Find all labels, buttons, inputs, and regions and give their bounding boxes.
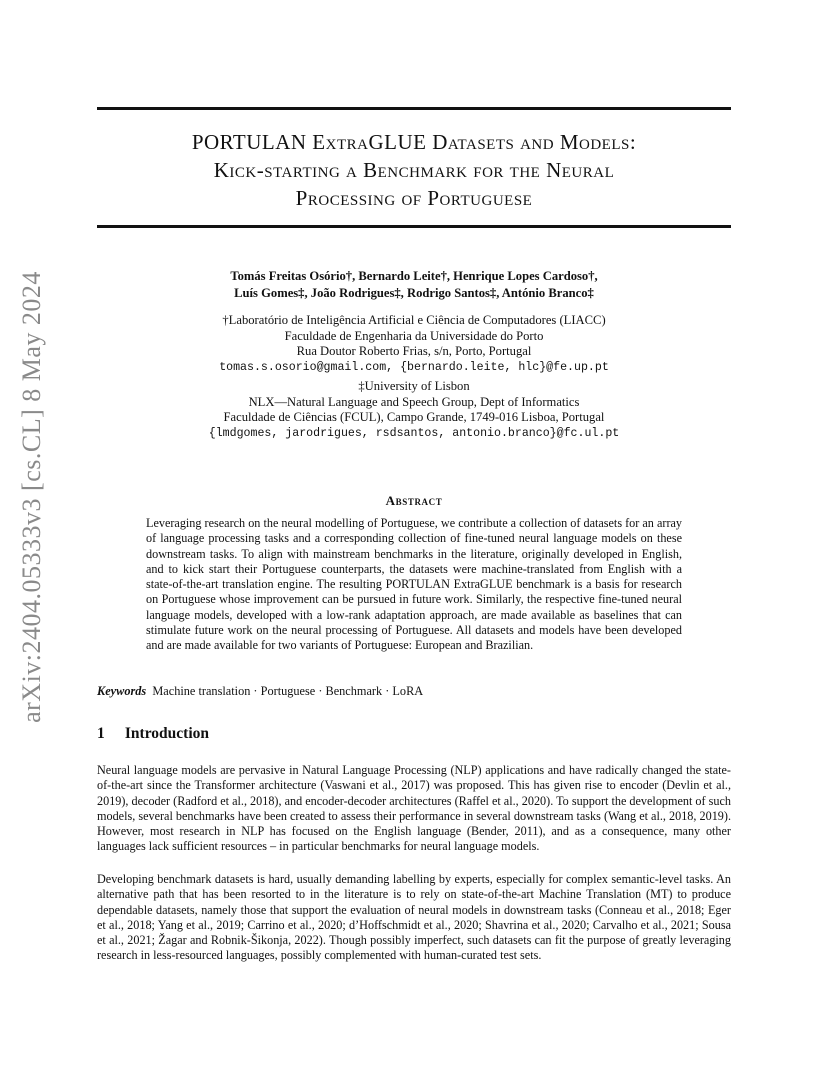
affiliation-porto-line-1: †Laboratório de Inteligência Artificial e Ciência de Computadores (LIACC)	[222, 313, 606, 327]
affiliation-lisbon-line-3: Faculdade de Ciências (FCUL), Campo Grande, 1749-016 Lisboa, Portugal	[223, 410, 605, 424]
paper-title	[97, 128, 731, 212]
title-line-2: Kick-starting a Benchmark for the Neural	[213, 158, 615, 182]
author-list	[97, 268, 731, 302]
intro-paragraph-1: Neural language models are pervasive in Natural Language Processing (NLP) applications and have radically changed the state-of-the-art since the Transformer architecture (Vaswani et al., 2017) was proposed. This has given rise to encoder (Devlin et al., 2019), decoder (Radford et al., 2018), and encoder-decoder architectures (Raffel et al., 2020). To support the development of such models, several benchmarks have been created to assess their performance in several downstream tasks (Wang et al., 2018, 2019). However, most research in NLP has focused on the English language (Bender, 2011), and as a consequence, many other languages lack sufficient resources – in particular benchmarks for neural language models.	[97, 763, 731, 854]
abstract-heading: Abstract	[385, 493, 443, 508]
title-bottom-rule	[97, 225, 731, 228]
affiliation-porto	[97, 313, 731, 375]
affiliation-lisbon-email[interactable]: {lmdgomes, jarodrigues, rsdsantos, antonio.branco}@fc.ul.pt	[208, 426, 620, 440]
keywords-text: Machine translation · Portuguese · Benchmark · LoRA	[152, 684, 424, 698]
authors-line-1: Tomás Freitas Osório†, Bernardo Leite†, Henrique Lopes Cardoso†,	[230, 269, 598, 283]
arxiv-id-text: arXiv:2404.05333v3 [cs.CL] 8 May 2024	[17, 271, 46, 723]
title-line-3: Processing of Portuguese	[295, 186, 533, 210]
section-number: 1	[97, 725, 105, 742]
affiliation-porto-email[interactable]: tomas.s.osorio@gmail.com, {bernardo.leite, hlc}@fe.up.pt	[219, 360, 609, 374]
title-top-rule	[97, 107, 731, 110]
arxiv-identifier	[14, 262, 50, 732]
authors-line-2: Luís Gomes‡, João Rodrigues‡, Rodrigo Santos‡, António Branco‡	[234, 286, 594, 300]
abstract-text: Leveraging research on the neural modelling of Portuguese, we contribute a collection of datasets for an array of language processing tasks and a corresponding collection of fine-tuned neural language models on these downstream tasks. To align with mainstream benchmarks in the literature, originally developed in English, and to kick start their Portuguese counterparts, the datasets were machine-translated from English with a state-of-the-art translation engine. The resulting PORTULAN ExtraGLUE benchmark is a basis for research on Portuguese whose improvement can be pursued in future work. Similarly, the respective fine-tuned neural language models, developed with a low-rank adaptation approach, are made available as baselines that can stimulate future work on the neural processing of Portuguese. All datasets and models have been developed and are made available for two variants of Portuguese: European and Brazilian.	[146, 516, 682, 653]
keywords-line	[97, 684, 731, 699]
keywords-label: Keywords	[97, 684, 147, 698]
affiliation-lisbon-line-2: NLX—Natural Language and Speech Group, Dept of Informatics	[248, 394, 580, 409]
title-line-1: PORTULAN ExtraGLUE Datasets and Models:	[191, 130, 637, 154]
section-title: Introduction	[124, 725, 209, 742]
section-heading-introduction	[97, 725, 209, 743]
affiliation-lisbon-line-1: ‡University of Lisbon	[358, 379, 470, 393]
intro-paragraph-2: Developing benchmark datasets is hard, usually demanding labelling by experts, especially for complex semantic-level tasks. An alternative path that has been resorted to in the literature is to rely on state-of-the-art Machine Translation (MT) to produce dependable datasets, namely those that support the evaluation of neural models in downstream tasks (Conneau et al., 2018; Eger et al., 2018; Yang et al., 2019; Carrino et al., 2020; d’Hoffschmidt et al., 2020; Shavrina et al., 2020; Carvalho et al., 2021; Sousa et al., 2021; Žagar and Robnik-Šikonja, 2022). Though possibly imperfect, such datasets can fit the purpose of greatly leveraging research in less-resourced languages, possibly complemented with human-curated test sets.	[97, 872, 731, 963]
affiliation-lisbon	[97, 379, 731, 441]
affiliation-porto-line-2: Faculdade de Engenharia da Universidade do Porto	[284, 328, 544, 343]
affiliation-porto-line-3: Rua Doutor Roberto Frias, s/n, Porto, Portugal	[296, 344, 532, 358]
